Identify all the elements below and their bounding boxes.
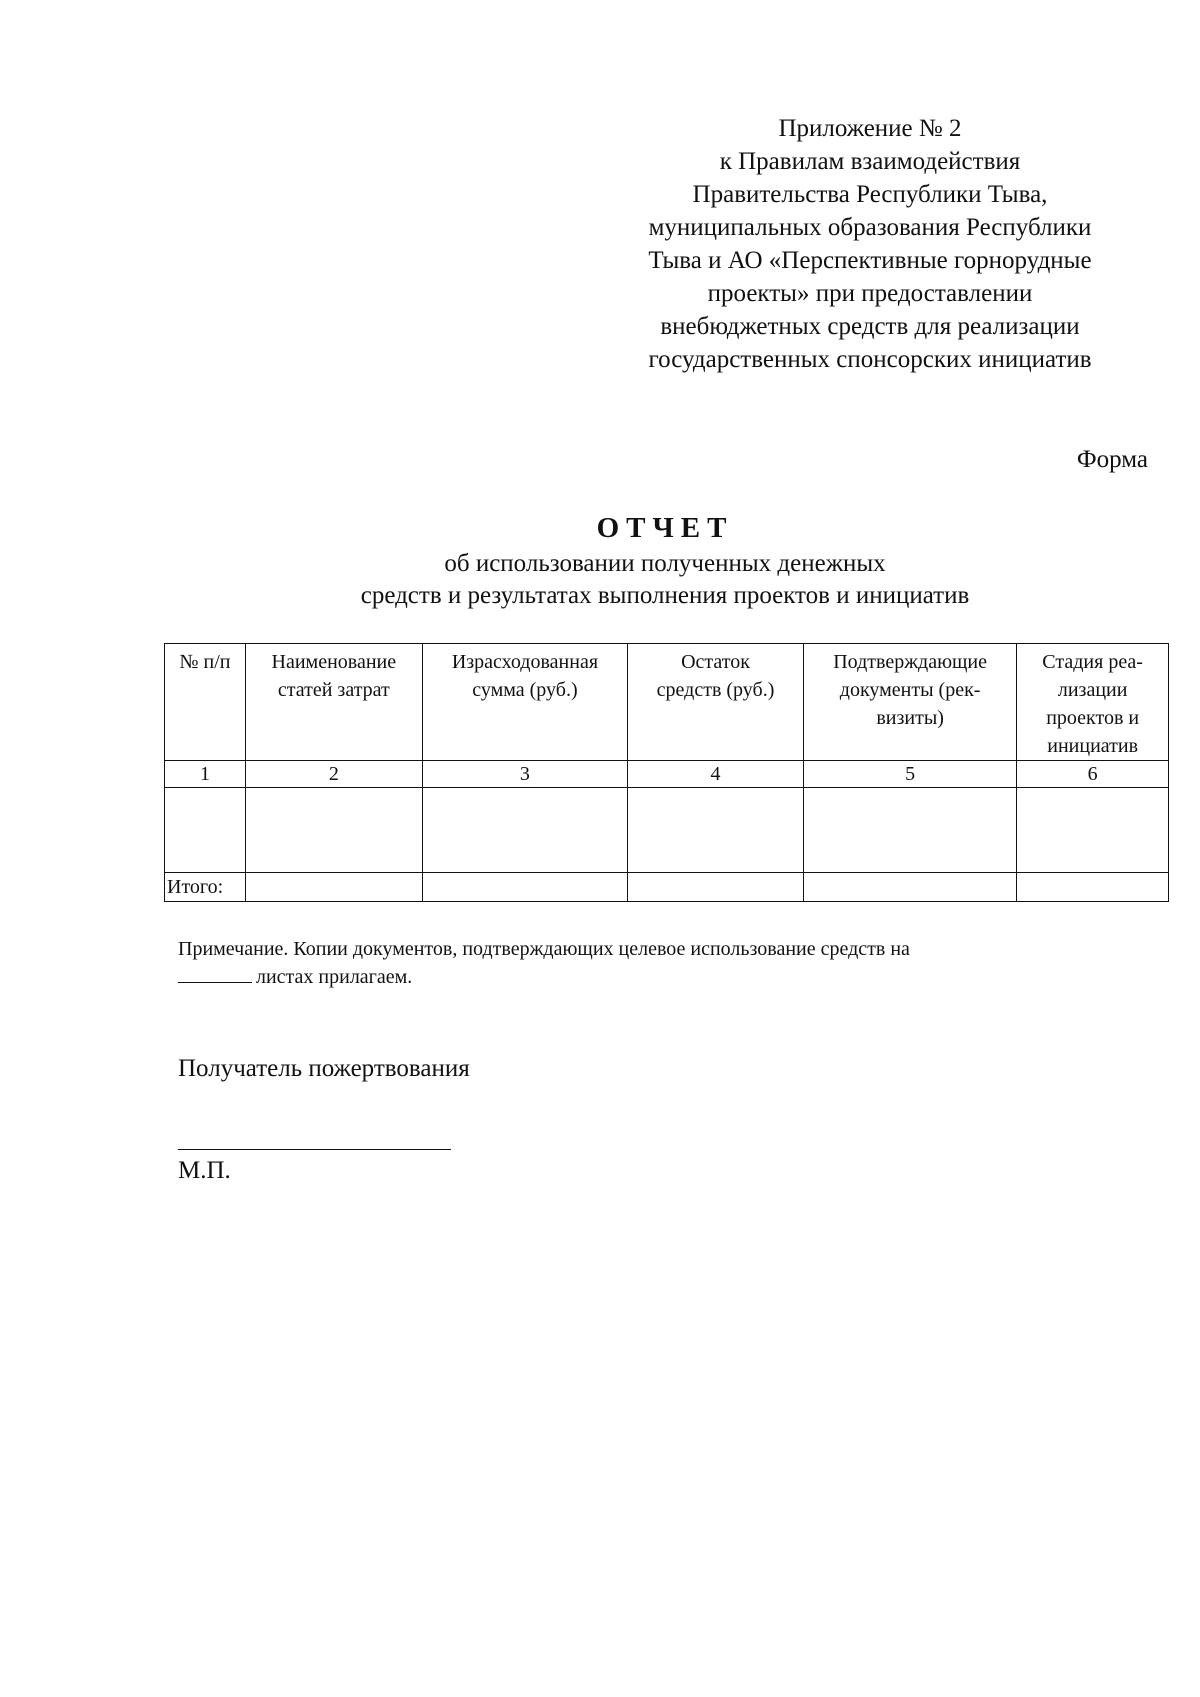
column-header-remaining-funds: Остаток средств (руб.) [628, 644, 804, 761]
column-number: 6 [1017, 761, 1169, 788]
column-header-project-stage: Стадия реа- лизации проектов и инициатив [1017, 644, 1169, 761]
appendix-line: муниципальных образования Республики [648, 214, 1092, 241]
table-cell [628, 788, 804, 873]
report-subtitle-line: об использовании полученных денежных [444, 550, 886, 577]
stamp-label: М.П. [178, 1157, 231, 1184]
form-label: Форма [1076, 446, 1148, 473]
table-cell [245, 788, 422, 873]
table-cell [422, 788, 627, 873]
appendix-line: внебюджетных средств для реализации [660, 313, 1080, 340]
appendix-line: Приложение № 2 [778, 115, 962, 142]
signature-line [178, 1149, 451, 1150]
table-cell [165, 788, 246, 873]
column-number: 3 [422, 761, 627, 788]
table-cell [245, 873, 422, 902]
table-row [165, 788, 1169, 873]
table-cell [1017, 788, 1169, 873]
appendix-line: Тыва и АО «Перспективные горнорудные [648, 247, 1092, 274]
table-header-row [165, 644, 1169, 761]
table-cell [1017, 873, 1169, 902]
note-line: листах прилагаем. [256, 966, 413, 988]
table-cell [803, 873, 1016, 902]
total-row [165, 873, 1169, 902]
column-header-spent-amount: Израсходованная сумма (руб.) [422, 644, 627, 761]
report-subtitle [0, 548, 1200, 612]
table-cell [422, 873, 627, 902]
note [178, 935, 1128, 991]
appendix-line: Правительства Республики Тыва, [692, 181, 1048, 208]
appendix-line: государственных спонсорских инициатив [648, 346, 1092, 373]
column-header-cost-items: Наименование статей затрат [245, 644, 422, 761]
column-number: 5 [803, 761, 1016, 788]
appendix-header [600, 112, 1140, 376]
appendix-line: к Правилам взаимодействия [719, 148, 1021, 175]
note-line: Примечание. Копии документов, подтверждающих целевое использование средств на [178, 938, 910, 960]
report-title: ОТЧЕТ [596, 512, 734, 544]
note-line-2 [178, 963, 1128, 991]
column-number-row [165, 761, 1169, 788]
report-table [164, 643, 1169, 902]
table-cell [628, 873, 804, 902]
column-number: 1 [165, 761, 246, 788]
total-label: Итого: [165, 873, 246, 902]
column-header-supporting-documents: Подтверждающие документы (рек- визиты) [803, 644, 1016, 761]
table-cell [803, 788, 1016, 873]
blank-line [178, 982, 252, 983]
report-subtitle-line: средств и результатах выполнения проектов и инициатив [360, 582, 970, 609]
column-number: 2 [245, 761, 422, 788]
recipient-label: Получатель пожертвования [178, 1055, 470, 1082]
column-number: 4 [628, 761, 804, 788]
appendix-line: проекты» при предоставлении [707, 280, 1033, 307]
column-header-number: № п/п [165, 644, 246, 761]
